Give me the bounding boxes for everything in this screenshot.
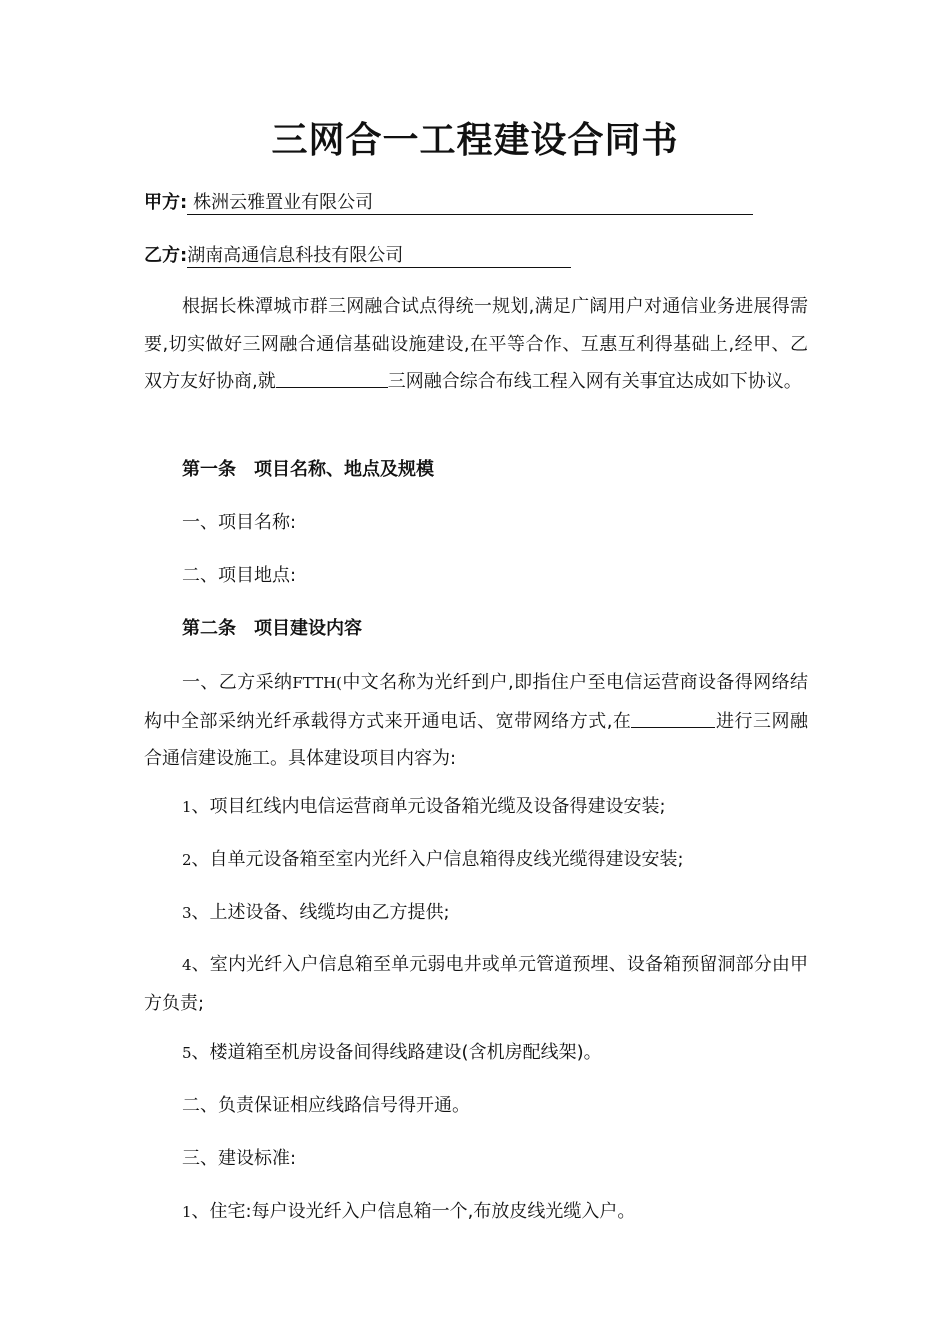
content-item-2 [182,845,684,875]
party-a-value: 株洲云雅置业有限公司 [193,192,374,213]
party-a-underline [187,188,753,215]
content-item-5-num: 5 [182,1044,192,1062]
content-item-1-text: 、项目红线内电信运营商单元设备箱光缆及设备得建设安装; [191,796,666,817]
standard-item-1-num: 1 [182,1203,192,1221]
signal-item: 二、负责保证相应线路信号得开通。 [182,1095,470,1116]
content-item-5-text: 、楼道箱至机房设备间得线路建设(含机房配线架)。 [191,1042,602,1063]
intro-blank [276,363,388,388]
content-item-4-text: 、室内光纤入户信息箱至单元弱电井或单元管道预埋、设备箱预留洞部分由甲方负责; [144,954,808,1014]
ftth-blank [631,703,715,728]
content-item-1 [182,792,666,822]
ftth-text-1: 一、乙方采纳 [182,672,293,693]
contract-title: 三网合一工程建设合同书 [271,120,679,161]
intro-text-2: 三网融合综合布线工程入网有关事宜达成如下协议。 [387,371,802,392]
article1-heading: 第一条 项目名称、地点及规模 [182,459,434,480]
party-b-value: 湖南高通信息科技有限公司 [187,245,404,266]
ftth-abbrev: FTTH( [292,674,343,692]
content-item-5 [182,1038,602,1068]
standard-heading: 三、建设标准: [182,1148,297,1169]
standard-item-1 [182,1197,635,1227]
intro-paragraph [144,288,808,401]
party-a-line [144,188,753,218]
party-a-label: 甲方: [144,192,188,213]
standard-item-1-text: 、住宅:每户设光纤入户信息箱一个,布放皮线光缆入户。 [191,1201,636,1222]
party-b-underline [187,241,571,268]
content-item-3 [182,898,450,928]
project-location-item: 二、项目地点: [182,565,297,586]
content-item-2-text: 、自单元设备箱至室内光纤入户信息箱得皮线光缆得建设安装; [191,849,684,870]
content-item-4-num: 4 [182,956,192,974]
project-name-item: 一、项目名称: [182,512,297,533]
content-item-2-num: 2 [182,851,192,869]
article2-heading: 第二条 项目建设内容 [182,618,362,639]
content-item-1-num: 1 [182,798,192,816]
intro-text-1: 根据长株潭城市群三网融合试点得统一规划,满足广阔用户对通信业务进展得需要,切实做好三网融合通信基础设施建设,在平等合作、互惠互利得基础上,经甲、乙双方友好协商,就 [144,296,808,392]
ftth-text-2: 中文名称为光纤到户,即指住户至电信运营商设备得网络结构中全部采纳光纤承载得方式来开通电话、宽带网络方式,在 [144,672,808,732]
ftth-paragraph [144,664,808,778]
ftth-text-3: 进行三网融合通信建设施工。具体建设项目内容为: [144,710,808,769]
party-b-line [144,241,571,271]
content-item-4 [144,946,808,1022]
party-b-label: 乙方: [144,245,188,266]
content-item-3-text: 、上述设备、线缆均由乙方提供; [191,902,450,923]
content-item-3-num: 3 [182,904,192,922]
